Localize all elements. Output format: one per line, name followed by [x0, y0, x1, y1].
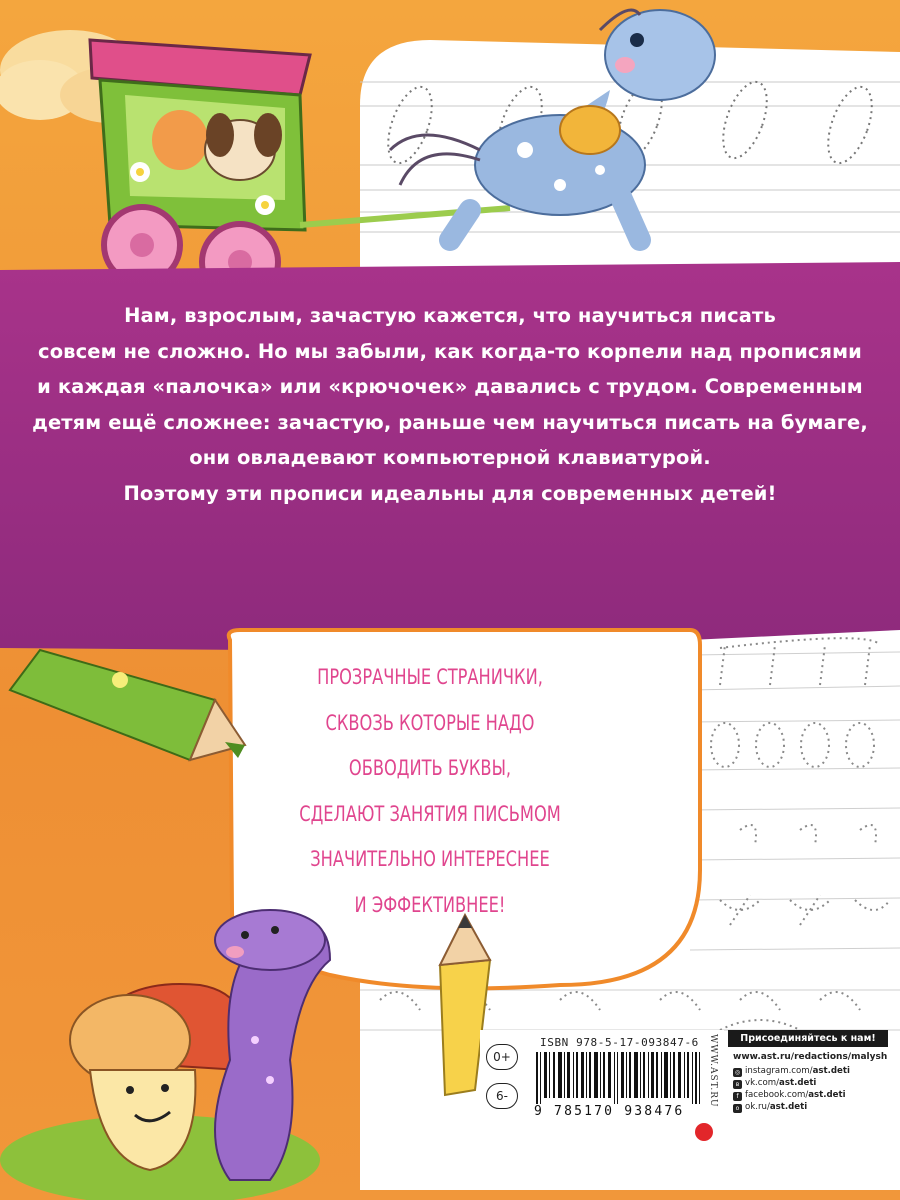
publisher-link[interactable]: www.ast.ru/redactions/malysh [733, 1052, 888, 1062]
intro-line: Поэтому эти прописи идеальны для современных детей! [123, 481, 777, 505]
social-link-ok[interactable] [733, 1102, 807, 1113]
facebook-icon: f [733, 1092, 742, 1101]
intro-line: детям ещё сложнее: зачастую, раньше чем научиться писать на бумаге, [32, 410, 868, 434]
social-header: Присоединяйтесь к нам! [728, 1030, 888, 1047]
intro-line: совсем не сложно. Но мы забыли, как когда-то корпели над прописями [38, 339, 862, 363]
instagram-icon: ◎ [734, 1069, 741, 1076]
promo-line: И ЭФФЕКТИВНЕЕ! [354, 892, 506, 917]
promo-text [284, 655, 576, 928]
publisher-logo-icon [695, 1123, 713, 1141]
isbn-number: ISBN 978-5-17-093847-6 [540, 1036, 699, 1049]
age-rating-badge-secondary: 6- [486, 1083, 518, 1109]
intro-line: они овладевают компьютерной клавиатурой. [189, 446, 711, 469]
ok-icon: о [733, 1104, 742, 1113]
social-link-facebook[interactable] [733, 1090, 846, 1101]
social-link-vk[interactable] [733, 1078, 816, 1089]
intro-line: и каждая «палочка» или «крючочек» давались с трудом. Современным [37, 375, 863, 398]
social-prefix: vk.com/ [745, 1078, 780, 1088]
green-crayon-illustration [10, 650, 245, 760]
intro-paragraph [20, 298, 880, 511]
social-handle: ast.deti [779, 1078, 817, 1088]
social-handle: ast.deti [769, 1102, 808, 1112]
promo-line: ЗНАЧИТЕЛЬНО ИНТЕРЕСНЕЕ [310, 847, 550, 871]
barcode [536, 1052, 702, 1104]
promo-line: ПРОЗРАЧНЫЕ СТРАНИЧКИ, [317, 665, 543, 689]
social-prefix: facebook.com/ [745, 1090, 809, 1100]
social-link-instagram[interactable] [733, 1066, 850, 1077]
social-prefix: ok.ru/ [745, 1102, 770, 1112]
promo-line: СДЕЛАЮТ ЗАНЯТИЯ ПИСЬМОМ [299, 801, 561, 826]
intro-line: Нам, взрослым, зачастую кажется, что научиться писать [124, 304, 776, 327]
promo-line: ОБВОДИТЬ БУКВЫ, [348, 756, 512, 780]
age-rating-badge: 0+ [486, 1044, 518, 1070]
social-handle: ast.deti [812, 1066, 850, 1076]
website-link[interactable]: www.astrel-spb.ru [717, 1124, 863, 1140]
vertical-website-label: WWW.AST.RU [708, 1034, 718, 1108]
social-prefix: instagram.com/ [745, 1066, 813, 1076]
vk-icon: в [733, 1080, 742, 1089]
promo-line: СКВОЗЬ КОТОРЫЕ НАДО [325, 710, 535, 735]
social-handle: ast.deti [808, 1090, 846, 1100]
barcode-number: 9 785170 938476 [534, 1104, 685, 1119]
hippo-illustration [215, 910, 330, 1180]
